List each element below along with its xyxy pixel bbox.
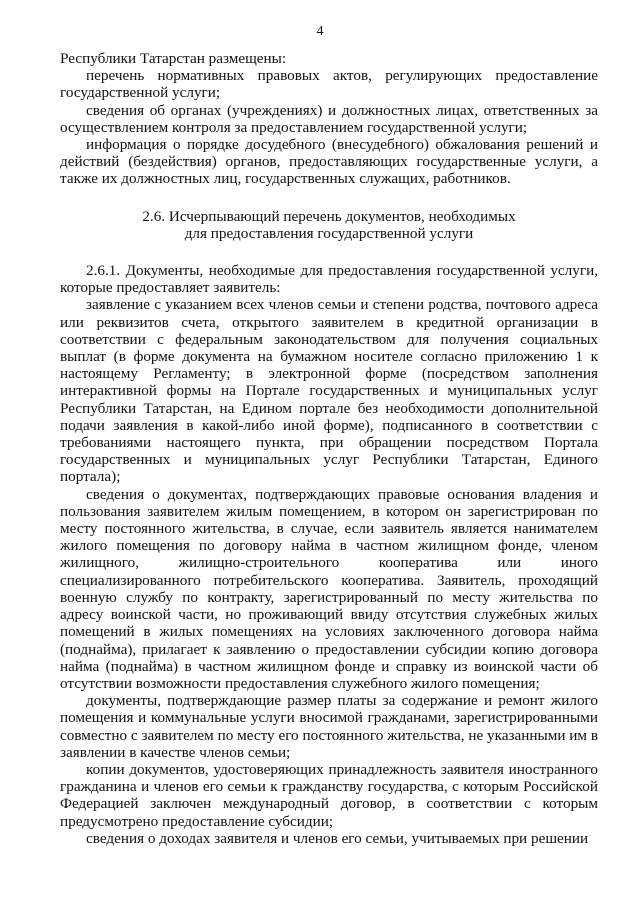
paragraph-continuation: Республики Татарстан размещены: (60, 50, 287, 67)
list-item-legal-acts: перечень нормативных правовых актов, регулирующих предоставление государственной услуги; (60, 67, 598, 102)
section-heading-line-1: 2.6. Исчерпывающий перечень документов, необходимых (142, 207, 516, 225)
list-item-income-information: сведения о доходах заявителя и членов его семьи, учитываемых при решении (86, 829, 589, 847)
list-item-housing-documents: сведения о документах, подтверждающих правовые основания владения и пользования заявителем жилым помещением, в котором он зарегистрирован по месту постоянного жительства, в случае, если заявитель является нанимателем жилого помещения по договору найма в частном жилищном фонде, членом жилищного, жилищно-строительного кооператива или иного специализированного потребительского кооператива. Заявитель, проходящий военную службу по контракту, зарегистрированный по месту жительства по адресу воинской части, но проживающий ввиду отсутствия служебных жилых помещений в жилых помещениях на условиях заключенного договора найма (поднайма), прилагает к заявлению о предоставлении субсидии копию договора найма (поднайма) в частном жилищном фонде и справку из воинской части об отсутствии возможности предоставления служебного жилого помещения; (60, 485, 598, 692)
list-item-citizenship-documents: копии документов, удостоверяющих принадлежность заявителя иностранного гражданина и членов его семьи к гражданству государства, с которым Российской Федерацией заключен международный договор, в соответствии с которым предусмотрено предоставление субсидии; (60, 760, 598, 830)
list-item-control-bodies: сведения об органах (учреждениях) и должностных лицах, ответственных за осуществлением контроля за предоставлением государственной услуги; (60, 101, 598, 136)
paragraph-lead: 2.6.1. Документы, необходимые для предоставления государственной услуги, которые предоставляет заявитель: (60, 262, 598, 297)
list-item-application: заявление с указанием всех членов семьи и степени родства, почтового адреса или реквизитов счета, открытого заявителем в кредитной организации в соответствии с федеральным законодательством для получения социальных выплат (в форме документа на бумажном носителе согласно приложению 1 к настоящему Регламенту; в электронной форме (посредством заполнения интерактивной формы на Портале государственных и муниципальных услуг Республики Татарстан, на Едином портале без необходимости дополнительной подачи заявления в какой-либо иной форме), подписанного в соответствии с требованиями настоящего пункта, при обращении посредством Портала государственных и муниципальных услуг Республики Татарстан, Единого портала); (60, 296, 598, 486)
list-item-appeal-procedure: информация о порядке досудебного (внесудебного) обжалования решений и действий (бездействия) органов, предоставляющих государственные услуги, а также их должностных лиц, государственных служащих, работников. (60, 136, 598, 188)
section-heading (60, 208, 598, 242)
page-number: 4 (316, 24, 324, 39)
document-body (60, 50, 598, 847)
list-item-payment-documents: документы, подтверждающие размер платы за содержание и ремонт жилого помещения и коммунальные услуги вносимой гражданами, зарегистрированными совместно с заявителем по месту его постоянного жительства, не указанными им в заявлении в качестве членов семьи; (60, 692, 598, 761)
section-heading-line-2: для предоставления государственной услуги (184, 224, 474, 242)
